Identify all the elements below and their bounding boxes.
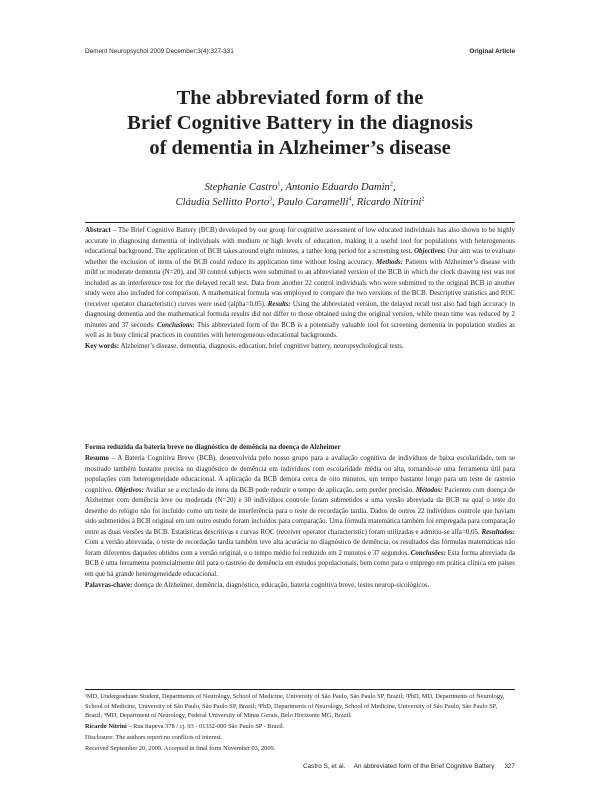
- author-separator: ,: [272, 197, 278, 208]
- objectives-text: Our aim was to evaluate whether the exclusion of items of the BCB could reduce its application time without losing accuracy.: [85, 247, 515, 266]
- palavras-chave-text: doença de Alzheimer, demência, diagnóstico, educação, bateria cognitiva breve, testes neurop-sicológicos.: [132, 580, 430, 589]
- metodos-label: Métodos:: [415, 485, 443, 494]
- author-separator: ,: [351, 197, 357, 208]
- author-line-1: [85, 180, 515, 195]
- portuguese-title: Forma reduzida da bateria breve no diagnóstico de demência na doença de Alzheimer: [85, 443, 341, 451]
- affiliation-mark: 4: [348, 196, 352, 203]
- abstract-label: Abstract: [85, 226, 111, 234]
- author-separator: ,: [392, 182, 396, 193]
- conclusions-text: This abbreviated form of the BCB is a potentially valuable tool for screening dementia in population studies as well as in busy clinical practices in countries with heterogeneous educational backgrounds.: [85, 320, 515, 340]
- title-line-3: of dementia in Alzheimer’s disease: [149, 137, 451, 159]
- keywords-label: Key words:: [85, 342, 120, 351]
- disclosure-footnote: Disclosure: The authors report no conflicts of interest.: [85, 734, 223, 741]
- objetivos-text: Avaliar se a exclusão de itens da BCB pode reduzir o tempo de aplicação, sem perder precisão.: [143, 485, 416, 494]
- resultados-label: Resultados:: [481, 527, 515, 536]
- correspondence-footnote: [85, 722, 515, 732]
- page-number: 327: [504, 763, 515, 770]
- divider-top: [85, 222, 515, 223]
- affiliation-mark: 2: [389, 181, 393, 188]
- article-title: [85, 86, 515, 161]
- journal-citation: Dement Neuropsychol 2009 December;3(4):327-331: [85, 48, 234, 55]
- abstract-intro: – The Brief Cognitive Battery (BCB) developed by our group for cognitive assessment of low educated individuals has also shown to be highly accurate in diagnosing dementia of individuals with medium or high levels of education, making it a useful tool for populations with heterogeneous educational background. The application of BCB takes around eight minutes, a rather long period for a screening test.: [85, 226, 515, 256]
- author-list: [85, 180, 515, 210]
- section-label: Original Article: [469, 48, 515, 55]
- affiliation-mark: 1: [277, 181, 281, 188]
- objectives-label: Objectives:: [414, 247, 446, 256]
- author-line-2: [85, 195, 515, 210]
- affiliation-mark: 3: [269, 196, 273, 203]
- results-text: Using the abbreviated version, the delayed recall test also had high accuracy in diagnosing dementia and the mathematical formula results did not differ to those obtained using the original version, while mean time was reduced by 2 minutes and 37 seconds.: [85, 299, 515, 329]
- objetivos-label: Objetivos:: [114, 485, 144, 494]
- author-name: Stephanie Castro: [204, 182, 278, 193]
- author-name: Paulo Caramelli: [277, 197, 349, 208]
- metodos-text: Pacientes com doença de Alzheimer com demência leve ou moderada (N=20) e 30 indivíduos controle foram submetidos a uma versão abreviada da BCB na qual o teste do desenho do relógio não foi incluído como um teste de interferência para o teste de recordação tardia. Dados de outros 22 indivíduos controle que haviam sido submetidos à BCB original em um outro estudo foram incluídos para comparação. Uma fórmula matemática também foi empregada para comparação entre as duas versões da BCB. Estatísticas descritivas e curvas ROC (receiver operator characteristic) foram utilizadas e admitiu-se alfa=0,05.: [85, 485, 515, 536]
- resumo-label: Resumo: [85, 454, 109, 462]
- results-label: Results:: [267, 299, 291, 308]
- methods-text: Patients with Alzheimer’s disease with mild or moderate dementia (N=20), and 30 control subjects were submitted to an abbreviated version of the BCB in which the clock drawing test was not included as an interference test for the delayed recall test. Data from another 22 control individuals who were submitted to the original BCB in another study were also included for comparison. A mathematical formula was employed to compare the two versions of the BCB. Descriptive statistics and ROC (receiver operator characteristic) curves were used (alpha=0.05).: [85, 257, 515, 308]
- title-line-2: Brief Cognitive Battery in the diagnosis: [127, 112, 473, 134]
- conclusoes-label: Conclusões:: [410, 548, 446, 557]
- correspondence-name: Ricardo Nitrini: [85, 723, 127, 730]
- conclusions-label: Conclusions:: [156, 320, 195, 329]
- conclusoes-text: Esta forma abreviada da BCB é uma ferramenta potencialmente útil para o rastreio de demência em estudos populacionais, bem como para o emprego em prática clínica em países em que há grande heterogeneidade educacional.: [85, 548, 515, 579]
- keywords-text: Alzheimer’s disease, dementia, diagnosis, education, brief cognitive battery, neuropsychological tests.: [119, 342, 404, 351]
- running-title: Castro S, et al. An abbreviated form of the Brief Cognitive Battery: [303, 763, 495, 770]
- abstract-english: [85, 225, 515, 352]
- abstract-portuguese: [85, 453, 515, 590]
- resumo-intro: – A Bateria Cognitiva Breve (BCB), desenvolvida pelo nosso grupo para a avaliação cognitiva de indivíduos de baixa escolaridade, tem se mostrado também bastante precisa no diagnóstico de demência em indivíduos com escolaridade média ou alta, tornando-se uma ferramenta útil para populações com heterogeneidade educacional. A aplicação da BCB demora cerca de oito minutos, um tempo bastante longo para um teste de rastreio cognitivo.: [85, 454, 515, 494]
- methods-label: Methods:: [376, 257, 403, 266]
- palavras-chave-label: Palavras-chave:: [85, 580, 133, 589]
- title-line-1: The abbreviated form of the: [176, 87, 424, 109]
- author-name: Cláudia Sellitto Porto: [175, 197, 270, 208]
- affiliation-mark: 2: [421, 196, 425, 203]
- received-footnote: Received September 20, 2009. Accepted in final form November 03, 2009.: [85, 745, 276, 752]
- divider-bottom: [85, 689, 515, 690]
- author-name: Ricardo Nitrini: [356, 197, 422, 208]
- resultados-text: Com a versão abreviada, o teste de recordação tardia também teve alta acurácia no diagnóstico de demência, os resultados das fórmulas matemáticas não foram diferentes daqueles obtidos com a versão original, e o tempo médio foi reduzido em 2 minutos e 37 segundos.: [85, 538, 515, 557]
- affiliations-footnote: ¹MD, Undergraduate Student, Departments of Neurology, School of Medicine, University of São Paulo, São Paulo SP, Brazil; ²PhD, MD, Departments of Neurology, School of Medicine, University of São Paulo, São Paulo SP, Brazil; ³PhD, Departments of Neurology, School of Medicine, University of São Paulo, São Paulo SP, Brazil; ⁴MD, Department of Neurology, Federal University of Minas Gerais, Belo Horizonte MG, Brazil.: [85, 693, 505, 719]
- author-name: Antonio Eduardo Damin: [285, 182, 390, 193]
- author-separator: ,: [280, 182, 286, 193]
- correspondence-address: – Rua Itapeva 378 / cj. 93 - 01332-000 São Paulo SP - Brazil.: [126, 723, 285, 730]
